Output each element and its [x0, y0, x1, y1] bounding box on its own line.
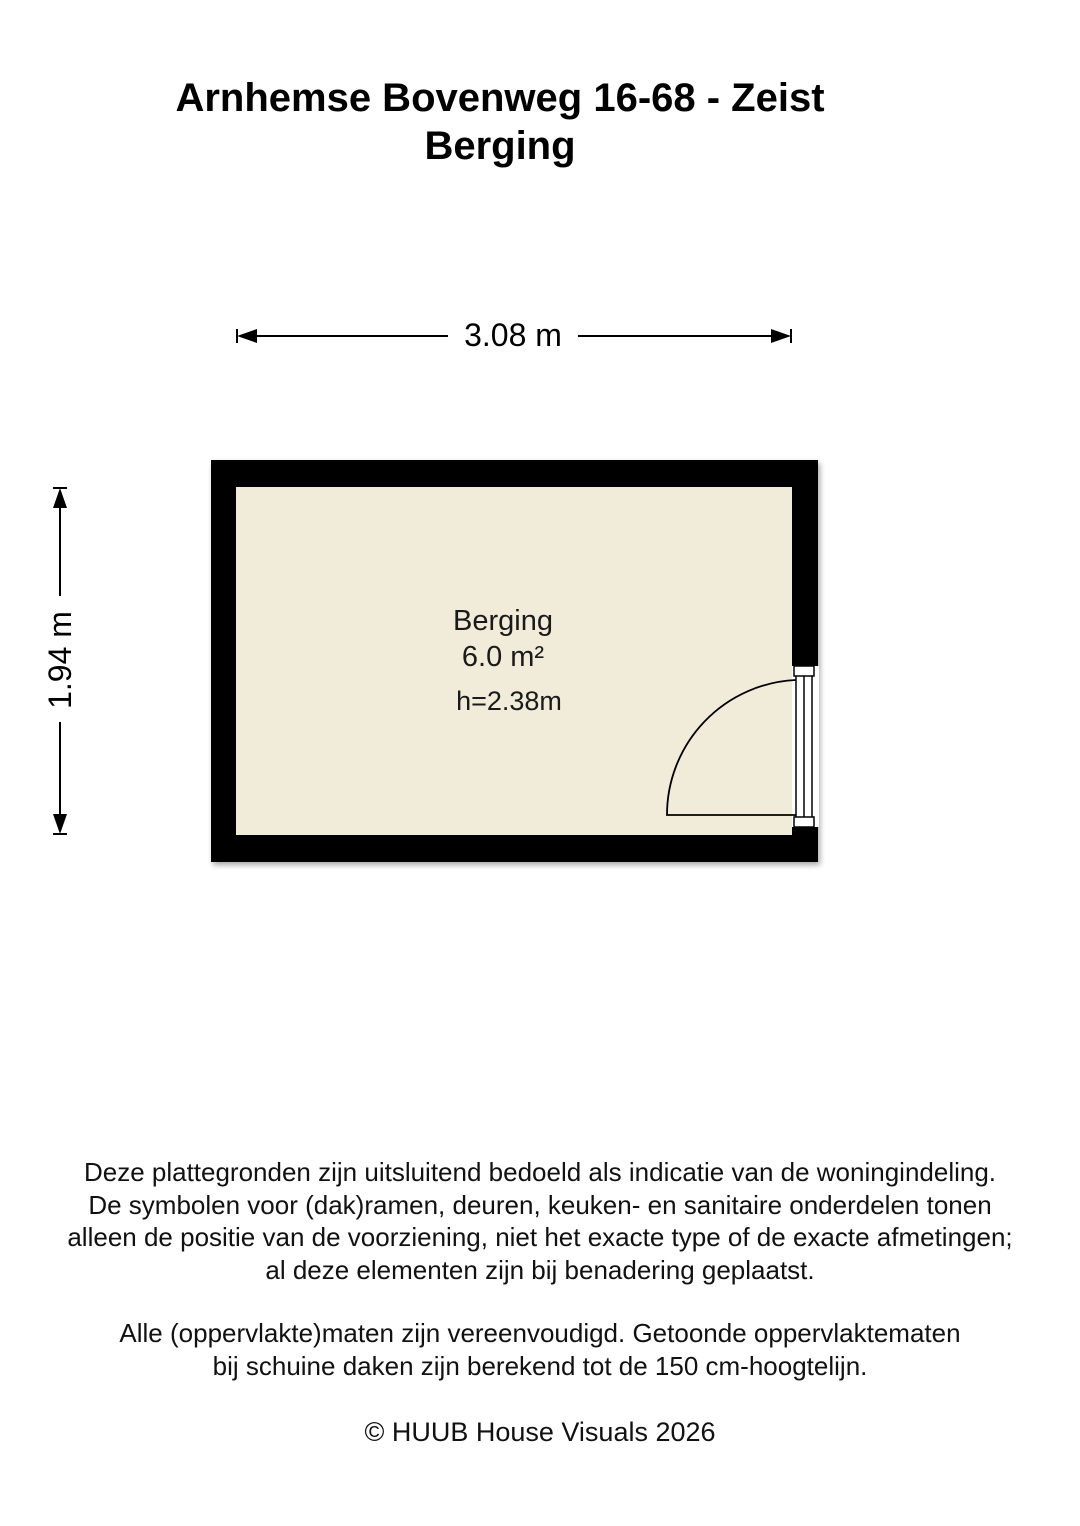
- disclaimer-line: Alle (oppervlakte)maten zijn vereenvoudigd. Getoonde oppervlaktematen: [119, 1318, 961, 1348]
- copyright-notice: © HUUB House Visuals 2026: [364, 1417, 716, 1447]
- disclaimer: [0, 1156, 1080, 1382]
- disclaimer-line: Deze plattegronden zijn uitsluitend bedoeld als indicatie van de woningindeling.: [83, 1157, 997, 1187]
- disclaimer-line: bij schuine daken zijn berekend tot de 150 cm-hoogtelijn.: [212, 1350, 868, 1381]
- disclaimer-line: al deze elementen zijn bij benadering geplaatst.: [265, 1254, 815, 1285]
- title-room: Berging: [424, 124, 576, 168]
- disclaimer-paragraph-2: [0, 1317, 1080, 1382]
- depth-label: 1.94 m: [42, 611, 78, 709]
- disclaimer-line: alleen de positie van de voorziening, niet het exacte type of de exacte afmetingen;: [67, 1222, 1013, 1252]
- arrow-left-icon: [237, 329, 257, 343]
- disclaimer-line: De symbolen voor (dak)ramen, deuren, keuken- en sanitaire onderdelen tonen: [88, 1189, 992, 1220]
- width-dimension: [237, 317, 791, 353]
- arrow-right-icon: [771, 329, 791, 343]
- title-address: Arnhemse Bovenweg 16-68 - Zeist: [175, 76, 825, 120]
- room-name-label: Berging: [453, 605, 553, 637]
- width-label: 3.08 m: [464, 317, 562, 353]
- depth-dimension: [42, 488, 78, 834]
- disclaimer-paragraph-1: [0, 1156, 1080, 1286]
- arrow-up-icon: [53, 488, 67, 508]
- arrow-down-icon: [53, 814, 67, 834]
- room-area-label: 6.0 m²: [461, 641, 545, 673]
- room-height-label: h=2.38m: [456, 686, 562, 716]
